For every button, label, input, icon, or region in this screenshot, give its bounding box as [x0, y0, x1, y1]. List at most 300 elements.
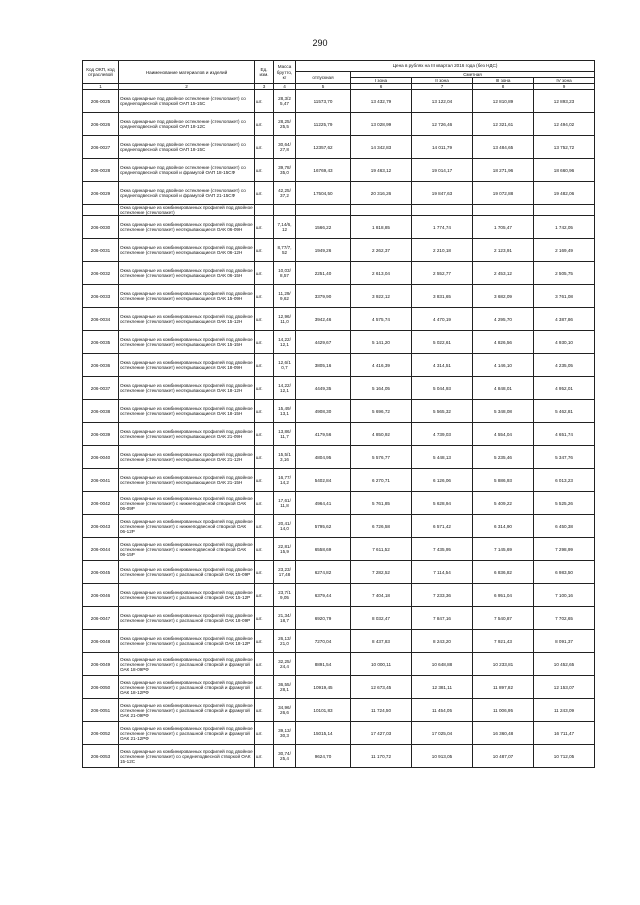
item-unit: шт.: [255, 699, 274, 722]
item-unit: шт.: [255, 446, 274, 469]
item-code: 206-0053: [83, 745, 119, 768]
price-release: 4429,67: [296, 331, 351, 354]
item-mass: 23,23/ 17,48: [274, 561, 296, 584]
item-name-text: Окна одинарные под двойное остекление (стеклопакет) со среднеподвесной створкой и фрамугой ОАП 18-15СФ: [120, 165, 246, 176]
price-zone-4: 4 235,05: [534, 354, 595, 377]
item-name-text: Окна одинарные из комбинированных профилей под двойное остекление (стеклопакет) с распашной створкой ОАК 15-09Р: [120, 567, 253, 578]
price-release: 4964,41: [296, 492, 351, 515]
price-release: 10101,83: [296, 699, 351, 722]
header-estimate: Сметная: [351, 72, 595, 78]
price-zone-3: 10 233,81: [473, 653, 534, 676]
table-row: [83, 136, 595, 159]
item-name: [119, 584, 255, 607]
item-code: 206-0042: [83, 492, 119, 515]
item-unit: шт.: [255, 400, 274, 423]
price-zone-2: 6 571,42: [412, 515, 473, 538]
item-unit: шт.: [255, 492, 274, 515]
item-name-text: Окна одинарные под двойное остекление (стеклопакет) со среднеподвесной створкой и фрамугой ОАП 21-15СФ: [120, 188, 246, 199]
price-zone-1: 14 342,83: [351, 136, 412, 159]
price-zone-4: 16 711,47: [534, 722, 595, 745]
price-zone-3: 5 886,93: [473, 469, 534, 492]
item-name: [119, 331, 255, 354]
price-zone-4: 12 153,07: [534, 676, 595, 699]
price-zone-2: 17 025,04: [412, 722, 473, 745]
item-name-text: Окна одинарные из комбинированных профилей под двойное остекление (стеклопакет) с распашной створкой и фрамугой ОАК 21-12РФ: [120, 725, 253, 742]
header-zone-3: III зона: [473, 78, 534, 84]
price-release: 4908,30: [296, 400, 351, 423]
item-name-text: Окна одинарные из комбинированных профилей под двойное остекление (стеклопакет) неоткрывающиеся ОАК 21-15Н: [120, 475, 253, 486]
item-code: 206-0048: [83, 630, 119, 653]
item-name: [119, 423, 255, 446]
price-zone-1: 20 316,26: [351, 182, 412, 205]
price-zone-2: 2 210,18: [412, 239, 473, 262]
price-zone-1: 5 576,77: [351, 446, 412, 469]
item-name: [119, 285, 255, 308]
item-code: 206-0049: [83, 653, 119, 676]
price-release: 16769,43: [296, 159, 351, 182]
price-zone-1: 4 850,92: [351, 423, 412, 446]
table-row: [83, 676, 595, 699]
price-zone-1: 11 724,50: [351, 699, 412, 722]
table-row: [83, 561, 595, 584]
table-row: [83, 182, 595, 205]
item-mass: 14,22/ 12,1: [274, 377, 296, 400]
price-zone-2: 7 847,16: [412, 607, 473, 630]
price-release: 5402,84: [296, 469, 351, 492]
table-row: [83, 722, 595, 745]
price-zone-2: 8 243,20: [412, 630, 473, 653]
item-name: [119, 722, 255, 745]
header-release: отпускная: [296, 72, 351, 84]
table-row: [83, 699, 595, 722]
price-release: 1949,26: [296, 239, 351, 262]
item-name: [119, 262, 255, 285]
table-row: [83, 308, 595, 331]
item-mass: 20,41/ 14,0: [274, 515, 296, 538]
price-zone-4: 2 169,49: [534, 239, 595, 262]
header-zone-4: IV зона: [534, 78, 595, 84]
item-name: [119, 159, 255, 182]
price-zone-2: 2 552,77: [412, 262, 473, 285]
item-name-text: Окна одинарные из комбинированных профилей под двойное остекление (стеклопакет) неоткрывающиеся ОАК 18-09Н: [120, 360, 253, 371]
price-release: 6920,79: [296, 607, 351, 630]
item-mass: 23,7/1 9,05: [274, 584, 296, 607]
price-zone-4: 18 660,96: [534, 159, 595, 182]
price-zone-4: 10 452,65: [534, 653, 595, 676]
item-code: 206-0051: [83, 699, 119, 722]
item-name: [119, 745, 255, 768]
price-zone-4: 8 091,37: [534, 630, 595, 653]
price-zone-1: 7 611,52: [351, 538, 412, 561]
item-code: 206-0050: [83, 676, 119, 699]
price-zone-2: 1 774,74: [412, 216, 473, 239]
column-number: 7: [412, 84, 473, 90]
item-code: 206-0047: [83, 607, 119, 630]
item-mass: 26,13/ 21,0: [274, 630, 296, 653]
column-number: 1: [83, 84, 119, 90]
item-unit: шт.: [255, 285, 274, 308]
item-name-text: Окна одинарные под двойное остекление (стеклопакет) со среднеподвесной створкой ОАП 18-15С: [120, 142, 246, 153]
item-unit: шт.: [255, 113, 274, 136]
header-price: Цена в рублях на III квартал 2016 года (без НДС): [296, 61, 595, 72]
item-name-text: Окна одинарные из комбинированных профилей под двойное остекление (стеклопакет) с нижнеподвесной створкой ОАК 06-15Р: [120, 541, 253, 558]
price-zone-2: 4 314,51: [412, 354, 473, 377]
table-body: [83, 90, 595, 768]
price-release: 1566,22: [296, 216, 351, 239]
item-code: 206-0034: [83, 308, 119, 331]
item-code: 206-0036: [83, 354, 119, 377]
price-zone-3: 6 951,04: [473, 584, 534, 607]
item-name: [119, 182, 255, 205]
item-unit: шт.: [255, 676, 274, 699]
price-zone-1: 1 818,85: [351, 216, 412, 239]
header-name: Наименование материалов и изделий: [119, 61, 255, 84]
table-row: [83, 446, 595, 469]
price-release: 3805,16: [296, 354, 351, 377]
empty-cell: [412, 205, 473, 216]
item-unit: шт.: [255, 216, 274, 239]
price-zone-4: 19 482,06: [534, 182, 595, 205]
price-zone-1: 4 416,39: [351, 354, 412, 377]
price-release: 8891,54: [296, 653, 351, 676]
table-row: [83, 745, 595, 768]
item-name: [119, 630, 255, 653]
item-unit: шт.: [255, 630, 274, 653]
price-zone-1: 3 922,12: [351, 285, 412, 308]
item-name-text: Окна одинарные из комбинированных профилей под двойное остекление (стеклопакет) неоткрывающиеся ОАК 21-09Н: [120, 429, 253, 440]
price-zone-3: 2 123,91: [473, 239, 534, 262]
item-code: 206-0046: [83, 584, 119, 607]
item-name: [119, 676, 255, 699]
price-zone-2: 7 114,54: [412, 561, 473, 584]
item-mass: 42,25/ 37,2: [274, 182, 296, 205]
item-name: [119, 308, 255, 331]
item-unit: шт.: [255, 136, 274, 159]
table-row: [83, 607, 595, 630]
item-unit: шт.: [255, 308, 274, 331]
price-zone-4: 3 761,08: [534, 285, 595, 308]
price-zone-1: 19 463,12: [351, 159, 412, 182]
price-release: 15015,14: [296, 722, 351, 745]
item-name: [119, 239, 255, 262]
price-zone-2: 6 126,06: [412, 469, 473, 492]
price-zone-3: 6 836,82: [473, 561, 534, 584]
item-name: [119, 377, 255, 400]
price-zone-3: 4 554,04: [473, 423, 534, 446]
price-release: 4449,35: [296, 377, 351, 400]
item-code: 206-0037: [83, 377, 119, 400]
empty-cell: [473, 205, 534, 216]
price-release: 3379,90: [296, 285, 351, 308]
group-code-cell: [83, 205, 119, 216]
price-zone-1: 11 170,72: [351, 745, 412, 768]
item-unit: шт.: [255, 331, 274, 354]
item-name: [119, 561, 255, 584]
price-zone-2: 5 022,61: [412, 331, 473, 354]
header-zone-1: I зона: [351, 78, 412, 84]
item-name-text: Окна одинарные из комбинированных профилей под двойное остекление (стеклопакет) неоткрывающиеся ОАК 06-09Н: [120, 222, 253, 233]
item-name-text: Окна одинарные под двойное остекление (стеклопакет) со среднеподвесной створкой ОАП 18-12С: [120, 119, 246, 130]
price-zone-1: 5 696,72: [351, 400, 412, 423]
price-zone-4: 4 952,01: [534, 377, 595, 400]
price-zone-4: 5 347,76: [534, 446, 595, 469]
item-mass: 32,25/ 24,4: [274, 653, 296, 676]
price-release: 17504,50: [296, 182, 351, 205]
price-zone-3: 11 897,82: [473, 676, 534, 699]
table-row: [83, 469, 595, 492]
price-zone-3: 7 540,87: [473, 607, 534, 630]
column-number: 6: [351, 84, 412, 90]
item-unit: шт.: [255, 90, 274, 113]
price-release: 6558,69: [296, 538, 351, 561]
item-code: 206-0045: [83, 561, 119, 584]
item-unit: шт.: [255, 377, 274, 400]
price-zone-2: 4 739,03: [412, 423, 473, 446]
item-name-text: Окна одинарные из комбинированных профилей под двойное остекление (стеклопакет) неоткрывающиеся ОАК 18-15Н: [120, 406, 253, 417]
empty-cell: [296, 205, 351, 216]
price-zone-4: 12 494,02: [534, 113, 595, 136]
item-unit: шт.: [255, 182, 274, 205]
price-zone-4: 6 013,23: [534, 469, 595, 492]
item-mass: 30,64/ 27,8: [274, 136, 296, 159]
item-mass: 14,22/ 12,1: [274, 331, 296, 354]
price-zone-2: 5 565,32: [412, 400, 473, 423]
price-zone-3: 4 826,56: [473, 331, 534, 354]
column-number: 2: [119, 84, 255, 90]
price-release: 4804,95: [296, 446, 351, 469]
item-name: [119, 699, 255, 722]
item-name-text: Окна одинарные из комбинированных профилей под двойное остекление (стеклопакет) неоткрывающиеся ОАК 15-09Н: [120, 291, 253, 302]
table-row: [83, 538, 595, 561]
table-row: [83, 354, 595, 377]
item-mass: 17,61/ 11,8: [274, 492, 296, 515]
item-code: 206-0031: [83, 239, 119, 262]
table-row: [83, 630, 595, 653]
group-row: [83, 205, 595, 216]
item-unit: шт.: [255, 262, 274, 285]
price-zone-2: 13 122,04: [412, 90, 473, 113]
price-zone-4: 4 387,86: [534, 308, 595, 331]
price-release: 3942,46: [296, 308, 351, 331]
table-row: [83, 159, 595, 182]
item-mass: 11,29/ 9,62: [274, 285, 296, 308]
price-zone-1: 13 432,79: [351, 90, 412, 113]
price-release: 11573,70: [296, 90, 351, 113]
price-zone-2: 14 011,79: [412, 136, 473, 159]
price-zone-3: 2 453,12: [473, 262, 534, 285]
item-name-text: Окна одинарные из комбинированных профилей под двойное остекление (стеклопакет) неоткрывающиеся ОАК 18-12Н: [120, 383, 253, 394]
item-name-text: Окна одинарные из комбинированных профилей под двойное остекление (стеклопакет) неоткрывающиеся ОАК 15-12Н: [120, 314, 253, 325]
item-mass: 13,86/ 11,7: [274, 423, 296, 446]
table-row: [83, 515, 595, 538]
price-zone-3: 4 848,01: [473, 377, 534, 400]
item-name: [119, 216, 255, 239]
price-zone-1: 6 270,71: [351, 469, 412, 492]
table-row: [83, 216, 595, 239]
item-mass: 21,34/ 18,7: [274, 607, 296, 630]
price-zone-4: 6 450,38: [534, 515, 595, 538]
column-number: 3: [255, 84, 274, 90]
item-name: [119, 400, 255, 423]
table-row: [83, 239, 595, 262]
price-release: 5795,62: [296, 515, 351, 538]
price-zone-4: 5 525,26: [534, 492, 595, 515]
price-zone-1: 5 761,85: [351, 492, 412, 515]
table-row: [83, 377, 595, 400]
item-name-text: Окна одинарные из комбинированных профилей под двойное остекление (стеклопакет) с распашной створкой и фрамугой ОАК 21-09РФ: [120, 702, 253, 719]
price-release: 6379,44: [296, 584, 351, 607]
header-code: Код ОКП, код отраслевой: [83, 61, 119, 84]
price-zone-4: 2 505,75: [534, 262, 595, 285]
item-mass: 10,03/ 8,57: [274, 262, 296, 285]
price-zone-1: 7 404,18: [351, 584, 412, 607]
item-name-text: Окна одинарные из комбинированных профилей под двойное остекление (стеклопакет) неоткрывающиеся ОАК 06-15Н: [120, 268, 253, 279]
group-title: Окна одинарные из комбинированных профилей под двойное остекление (стеклопакет): [120, 205, 253, 216]
item-code: 206-0041: [83, 469, 119, 492]
price-zone-3: 5 235,46: [473, 446, 534, 469]
item-mass: 34,96/ 26,6: [274, 699, 296, 722]
item-name-text: Окна одинарные из комбинированных профилей под двойное остекление (стеклопакет) с распашной створкой ОАК 15-12Р: [120, 590, 253, 601]
price-zone-4: 7 702,65: [534, 607, 595, 630]
item-unit: шт.: [255, 653, 274, 676]
item-name: [119, 607, 255, 630]
column-number: 5: [296, 84, 351, 90]
price-zone-1: 17 427,03: [351, 722, 412, 745]
price-zone-3: 7 145,69: [473, 538, 534, 561]
item-mass: 15,49/ 13,1: [274, 400, 296, 423]
price-zone-3: 13 484,65: [473, 136, 534, 159]
price-zone-2: 19 847,63: [412, 182, 473, 205]
item-name: [119, 469, 255, 492]
price-release: 2251,40: [296, 262, 351, 285]
price-zone-3: 18 271,96: [473, 159, 534, 182]
price-zone-1: 10 000,11: [351, 653, 412, 676]
item-code: 206-0029: [83, 182, 119, 205]
table-row: [83, 492, 595, 515]
price-zone-3: 1 705,47: [473, 216, 534, 239]
price-zone-1: 5 141,20: [351, 331, 412, 354]
price-release: 9624,70: [296, 745, 351, 768]
item-code: 206-0026: [83, 113, 119, 136]
item-name-text: Окна одинарные из комбинированных профилей под двойное остекление (стеклопакет) с нижнеподвесной створкой ОАК 06-12Р: [120, 518, 253, 535]
table-row: [83, 331, 595, 354]
price-release: 12357,62: [296, 136, 351, 159]
item-code: 206-0032: [83, 262, 119, 285]
price-release: 7270,04: [296, 630, 351, 653]
item-name: [119, 492, 255, 515]
price-zone-2: 12 381,11: [412, 676, 473, 699]
price-zone-3: 10 487,07: [473, 745, 534, 768]
item-name-text: Окна одинарные из комбинированных профилей под двойное остекление (стеклопакет) со среднеподвесной створкой ОАК 15-12С: [120, 748, 253, 765]
price-release: 11225,79: [296, 113, 351, 136]
item-unit: шт.: [255, 561, 274, 584]
price-zone-4: 6 983,50: [534, 561, 595, 584]
item-unit: шт.: [255, 584, 274, 607]
item-unit: шт.: [255, 469, 274, 492]
page-number: 290: [312, 38, 328, 48]
item-name: [119, 653, 255, 676]
price-zone-1: 8 032,47: [351, 607, 412, 630]
item-unit: шт.: [255, 239, 274, 262]
price-zone-2: 5 044,93: [412, 377, 473, 400]
item-mass: 8,77/7, 52: [274, 239, 296, 262]
item-code: 206-0043: [83, 515, 119, 538]
item-code: 206-0044: [83, 538, 119, 561]
item-unit: шт.: [255, 538, 274, 561]
item-name-text: Окна одинарные из комбинированных профилей под двойное остекление (стеклопакет) с нижнеподвесной створкой ОАК 06-09Р: [120, 495, 253, 512]
item-unit: шт.: [255, 159, 274, 182]
price-zone-4: 7 298,99: [534, 538, 595, 561]
price-zone-3: 4 295,70: [473, 308, 534, 331]
item-mass: 12,6/1 0,7: [274, 354, 296, 377]
price-zone-1: 8 437,83: [351, 630, 412, 653]
price-zone-2: 5 628,94: [412, 492, 473, 515]
item-mass: 39,13/ 30,3: [274, 722, 296, 745]
price-zone-2: 3 831,65: [412, 285, 473, 308]
price-zone-4: 4 930,10: [534, 331, 595, 354]
price-zone-3: 6 314,90: [473, 515, 534, 538]
item-unit: шт.: [255, 354, 274, 377]
table-row: [83, 584, 595, 607]
item-name-text: Окна одинарные из комбинированных профилей под двойное остекление (стеклопакет) с распашной створкой и фрамугой ОАК 18-12РФ: [120, 679, 253, 696]
item-mass: 36,55/ 28,1: [274, 676, 296, 699]
empty-cell: [274, 205, 296, 216]
item-code: 206-0027: [83, 136, 119, 159]
item-name: [119, 354, 255, 377]
item-name-text: Окна одинарные из комбинированных профилей под двойное остекление (стеклопакет) неоткрывающиеся ОАК 15-15Н: [120, 337, 253, 348]
price-zone-3: 5 348,08: [473, 400, 534, 423]
price-zone-1: 5 164,05: [351, 377, 412, 400]
price-zone-1: 4 575,74: [351, 308, 412, 331]
price-zone-3: 5 409,22: [473, 492, 534, 515]
empty-cell: [255, 205, 274, 216]
item-name: [119, 113, 255, 136]
item-mass: 15,5/1 3,16: [274, 446, 296, 469]
table-row: [83, 262, 595, 285]
header-zone-2: II зона: [412, 78, 473, 84]
price-zone-4: 13 752,72: [534, 136, 595, 159]
price-release: 10919,45: [296, 676, 351, 699]
item-code: 206-0033: [83, 285, 119, 308]
price-zone-2: 11 454,05: [412, 699, 473, 722]
column-number: 9: [534, 84, 595, 90]
price-zone-2: 12 726,46: [412, 113, 473, 136]
table-row: [83, 653, 595, 676]
item-mass: 12,96/ 11,0: [274, 308, 296, 331]
item-name-text: Окна одинарные из комбинированных профилей под двойное остекление (стеклопакет) неоткрывающиеся ОАК 21-12Н: [120, 452, 253, 463]
price-zone-4: 11 243,09: [534, 699, 595, 722]
price-zone-3: 7 921,43: [473, 630, 534, 653]
table-row: [83, 113, 595, 136]
item-name-text: Окна одинарные из комбинированных профилей под двойное остекление (стеклопакет) с распашной створкой и фрамугой ОАК 18-09РФ: [120, 656, 253, 673]
item-name-text: Окна одинарные из комбинированных профилей под двойное остекление (стеклопакет) неоткрывающиеся ОАК 06-12Н: [120, 245, 253, 256]
item-code: 206-0052: [83, 722, 119, 745]
empty-cell: [351, 205, 412, 216]
price-zone-4: 12 893,23: [534, 90, 595, 113]
price-zone-2: 7 233,36: [412, 584, 473, 607]
item-unit: шт.: [255, 745, 274, 768]
price-release: 4179,56: [296, 423, 351, 446]
item-name: [119, 90, 255, 113]
item-name: [119, 515, 255, 538]
item-name-text: Окна одинарные из комбинированных профилей под двойное остекление (стеклопакет) с распашной створкой ОАК 18-12Р: [120, 636, 253, 647]
item-mass: 28,25/ 25,5: [274, 113, 296, 136]
price-zone-3: 3 682,09: [473, 285, 534, 308]
item-code: 206-0039: [83, 423, 119, 446]
price-zone-1: 2 262,37: [351, 239, 412, 262]
item-mass: 22,81/ 15,9: [274, 538, 296, 561]
price-zone-2: 5 448,13: [412, 446, 473, 469]
